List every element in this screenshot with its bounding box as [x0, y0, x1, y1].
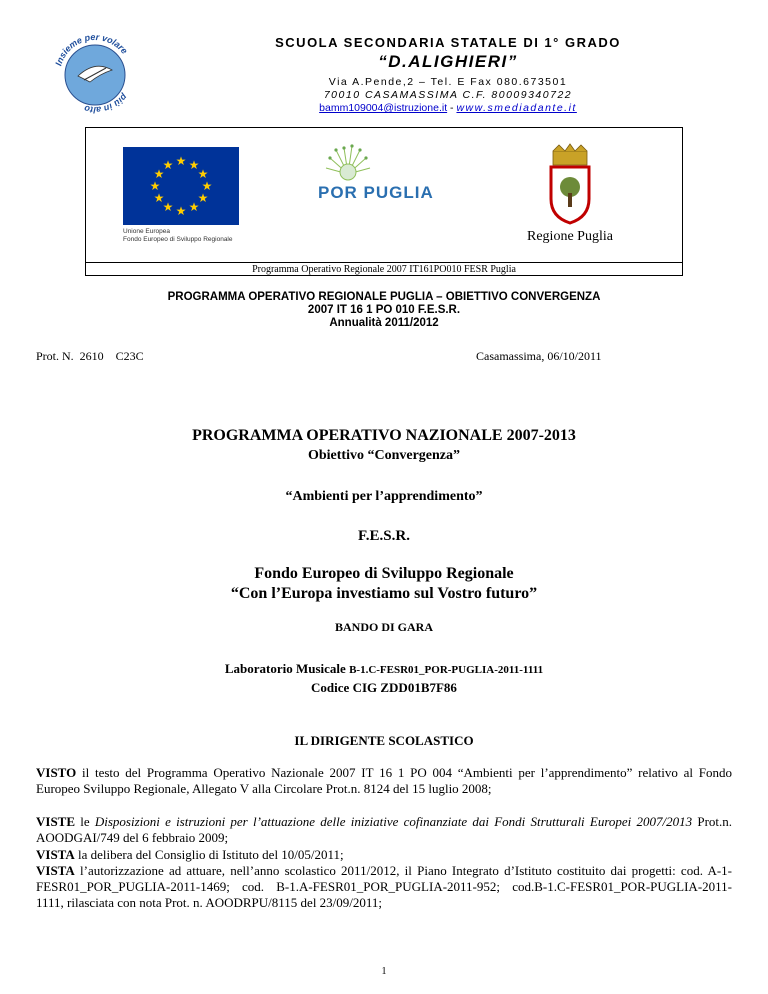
eu-caption-1: Unione Europea: [123, 228, 170, 235]
viste-keyword: VISTE: [36, 814, 76, 829]
school-logo: [50, 30, 140, 120]
vista-delibera-text: la delibera del Consiglio di Istituto del 10/05/2011;: [74, 847, 344, 862]
school-contacts: [228, 102, 668, 114]
protocol-number: Prot. N. 2610 C23C: [36, 349, 144, 363]
pon-title: PROGRAMMA OPERATIVO NAZIONALE 2007-2013: [192, 427, 576, 444]
lab-line: [60, 661, 708, 677]
eu-caption-2: Fondo Europeo di Sviluppo Regionale: [123, 236, 233, 243]
svg-text:★: ★: [197, 167, 209, 181]
visto-text: il testo del Programma Operativo Nazionale 2007 IT 16 1 PO 004 “Ambienti per l’apprendimento” relativo al Fondo Europeo Sviluppo Regionale, Allegato V alla Circolare Prot.n. 8124 del 15 luglio 2008;: [36, 765, 732, 796]
visto-keyword: VISTO: [36, 765, 77, 780]
viste-text-italic: Disposizioni e istruzioni per l’attuazione delle iniziative cofinanziate dai Fondi Strutturali Europei 2007/2013: [94, 814, 693, 829]
eu-flag-logo: [123, 147, 239, 225]
svg-text:★: ★: [197, 191, 209, 205]
por-block: [60, 291, 708, 330]
svg-text:★: ★: [162, 158, 174, 172]
obiettivo-title: Obiettivo “Convergenza”: [307, 448, 461, 463]
website-link[interactable]: www.smediadante.it: [456, 102, 577, 114]
document-date: Casamassima, 06/10/2011: [476, 349, 602, 363]
vista-autorizzazione-text: l’autorizzazione ad attuare, nell’anno scolastico 2011/2012, il Piano Integrato d’Istituto costituito dai progetti: cod. A-1-FESR01_POR_PUGLIA-2011-1469; cod. B-1.A-FESR01_POR_PUGLIA-2011-952; cod.B-1.C-FESR01_POR-PUGLIA-2011-1111, rilasciata con nota Prot. n. AOODRPU/8115 del 23/09/2011;: [36, 863, 732, 910]
por-line-3: Annualità 2011/2012: [329, 317, 439, 329]
bando-title: BANDO DI GARA: [334, 620, 433, 634]
ambienti-title: “Ambienti per l’apprendimento”: [285, 489, 483, 504]
svg-text:★: ★: [149, 179, 161, 193]
svg-text:★: ★: [175, 154, 187, 168]
svg-text:più in alto: più in alto: [83, 91, 130, 116]
svg-text:★: ★: [175, 204, 187, 218]
vista-keyword: VISTA: [36, 847, 75, 862]
vista-keyword: VISTA: [36, 863, 75, 878]
school-name: “D.ALIGHIERI”: [378, 52, 518, 71]
viste-text-post: Prot.n. AOODGAI/749 del 6 febbraio 2009;: [36, 814, 733, 845]
svg-text:★: ★: [153, 191, 165, 205]
fesr-title: F.E.S.R.: [358, 528, 410, 544]
viste-paragraph: [36, 814, 732, 846]
viste-text-pre: le: [75, 814, 95, 829]
svg-text:★: ★: [153, 167, 165, 181]
slogan-title: “Con l’Europa investiamo sul Vostro futuro”: [230, 585, 538, 602]
svg-text:★: ★: [188, 200, 200, 214]
por-line-2: 2007 IT 16 1 PO 010 F.E.S.R.: [307, 304, 461, 316]
lab-code: B-1.C-FESR01_POR-PUGLIA-2011-1111: [349, 664, 544, 676]
svg-text:★: ★: [201, 179, 213, 193]
contact-separator: -: [447, 102, 457, 114]
lab-label: Laboratorio Musicale: [224, 661, 350, 676]
por-line-1: PROGRAMMA OPERATIVO REGIONALE PUGLIA – OBIETTIVO CONVERGENZA: [167, 291, 601, 303]
vista-delibera-paragraph: [36, 847, 732, 863]
svg-text:★: ★: [188, 158, 200, 172]
svg-text:★: ★: [162, 200, 174, 214]
page-number: 1: [381, 966, 387, 977]
svg-text:Insieme per volare: Insieme per volare: [53, 31, 130, 67]
email-link[interactable]: bamm109004@istruzione.it: [319, 102, 448, 114]
school-fiscal-code: 70010 CASAMASSIMA C.F. 80009340722: [323, 89, 573, 101]
cig-code: Codice CIG ZDD01B7F86: [311, 680, 457, 695]
dirigente-title: IL DIRIGENTE SCOLASTICO: [294, 733, 474, 748]
visto-paragraph: [36, 765, 732, 797]
regione-puglia-crest: [545, 143, 595, 225]
vista-autorizzazione-paragraph: [36, 863, 732, 911]
school-address: Via A.Pende,2 – Tel. E Fax 080.673501: [328, 76, 568, 88]
por-puglia-text: POR PUGLIA: [318, 183, 434, 202]
regione-puglia-text: Regione Puglia: [527, 229, 613, 244]
logo-box-caption: Programma Operativo Regionale 2007 IT161PO010 FESR Puglia: [85, 262, 683, 277]
school-type: SCUOLA SECONDARIA STATALE DI 1° GRADO: [275, 35, 621, 50]
fondo-title: Fondo Europeo di Sviluppo Regionale: [254, 565, 514, 582]
